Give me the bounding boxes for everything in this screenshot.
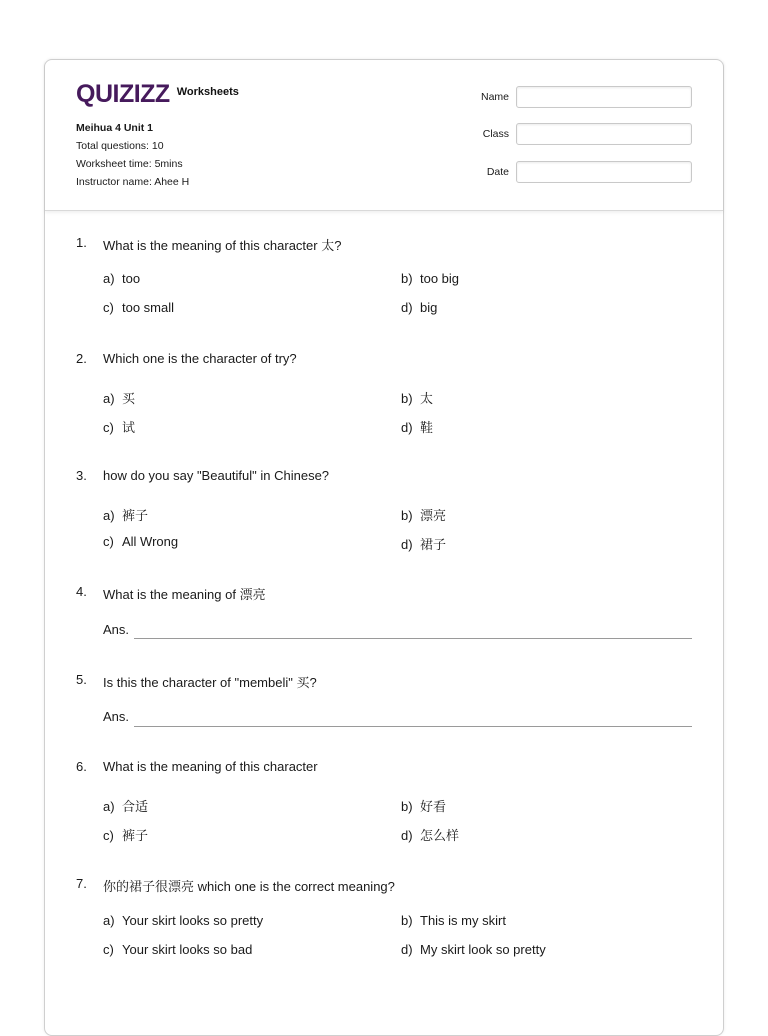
- question-number: 5.: [76, 672, 87, 687]
- question-text: What is the meaning of 漂亮: [103, 587, 266, 602]
- option-b[interactable]: b) 好看: [401, 799, 447, 814]
- option-c[interactable]: c) Your skirt looks so bad: [103, 942, 253, 957]
- answer-label: Ans.: [103, 709, 130, 724]
- option-d[interactable]: d) My skirt look so pretty: [401, 942, 546, 957]
- question-text: Which one is the character of try?: [103, 351, 297, 366]
- question-text: 你的裙子很漂亮 which one is the correct meaning?: [103, 879, 395, 894]
- option-a[interactable]: a) 裤子: [103, 508, 149, 523]
- question-number: 3.: [76, 468, 87, 483]
- quizizz-logo: QUIZIZZ: [76, 80, 170, 108]
- class-field[interactable]: [516, 123, 692, 145]
- date-label: Date: [486, 166, 509, 178]
- option-d[interactable]: d) 鞋: [401, 420, 434, 435]
- total-questions: Total questions: 10: [76, 140, 164, 152]
- question-number: 7.: [76, 876, 87, 891]
- class-label: Class: [482, 128, 509, 140]
- option-a[interactable]: a) too: [103, 271, 141, 286]
- option-c[interactable]: c) too small: [103, 300, 175, 315]
- name-label: Name: [480, 91, 509, 103]
- question-number: 2.: [76, 351, 87, 366]
- option-a[interactable]: a) Your skirt looks so pretty: [103, 913, 264, 928]
- question-text: What is the meaning of this character: [103, 759, 318, 774]
- question-text: Is this the character of "membeli" 买?: [103, 675, 317, 690]
- class-field-row: [465, 123, 692, 145]
- option-b[interactable]: b) 漂亮: [401, 508, 447, 523]
- option-b[interactable]: b) This is my skirt: [401, 913, 506, 928]
- worksheet-title: Meihua 4 Unit 1: [76, 122, 154, 134]
- option-a[interactable]: a) 合适: [103, 799, 149, 814]
- option-a[interactable]: a) 买: [103, 391, 136, 406]
- brand: [76, 80, 239, 109]
- instructor-name: Instructor name: Ahee H: [76, 176, 190, 188]
- question-text: how do you say "Beautiful" in Chinese?: [103, 468, 330, 483]
- name-field[interactable]: [516, 86, 692, 108]
- option-c[interactable]: c) All Wrong: [103, 534, 179, 549]
- option-b[interactable]: b) too big: [401, 271, 460, 286]
- date-field[interactable]: [516, 161, 692, 183]
- option-d[interactable]: d) 裙子: [401, 537, 447, 552]
- answer-line[interactable]: [134, 726, 692, 727]
- worksheet-time: Worksheet time: 5mins: [76, 158, 183, 170]
- worksheet-page: [44, 59, 724, 1036]
- question-number: 4.: [76, 584, 87, 599]
- answer-line[interactable]: [134, 638, 692, 639]
- date-field-row: [465, 161, 692, 183]
- name-field-row: [465, 86, 692, 108]
- option-c[interactable]: c) 裤子: [103, 828, 149, 843]
- option-c[interactable]: c) 试: [103, 420, 136, 435]
- brand-subtitle: Worksheets: [176, 85, 239, 98]
- question-number: 1.: [76, 235, 87, 250]
- option-b[interactable]: b) 太: [401, 391, 434, 406]
- question-number: 6.: [76, 759, 87, 774]
- answer-label: Ans.: [103, 622, 130, 637]
- question-text: What is the meaning of this character 太?: [103, 238, 342, 253]
- option-d[interactable]: d) 怎么样: [401, 828, 460, 843]
- worksheet-meta: [76, 119, 189, 191]
- option-d[interactable]: d) big: [401, 300, 438, 315]
- worksheet-header: [45, 60, 723, 211]
